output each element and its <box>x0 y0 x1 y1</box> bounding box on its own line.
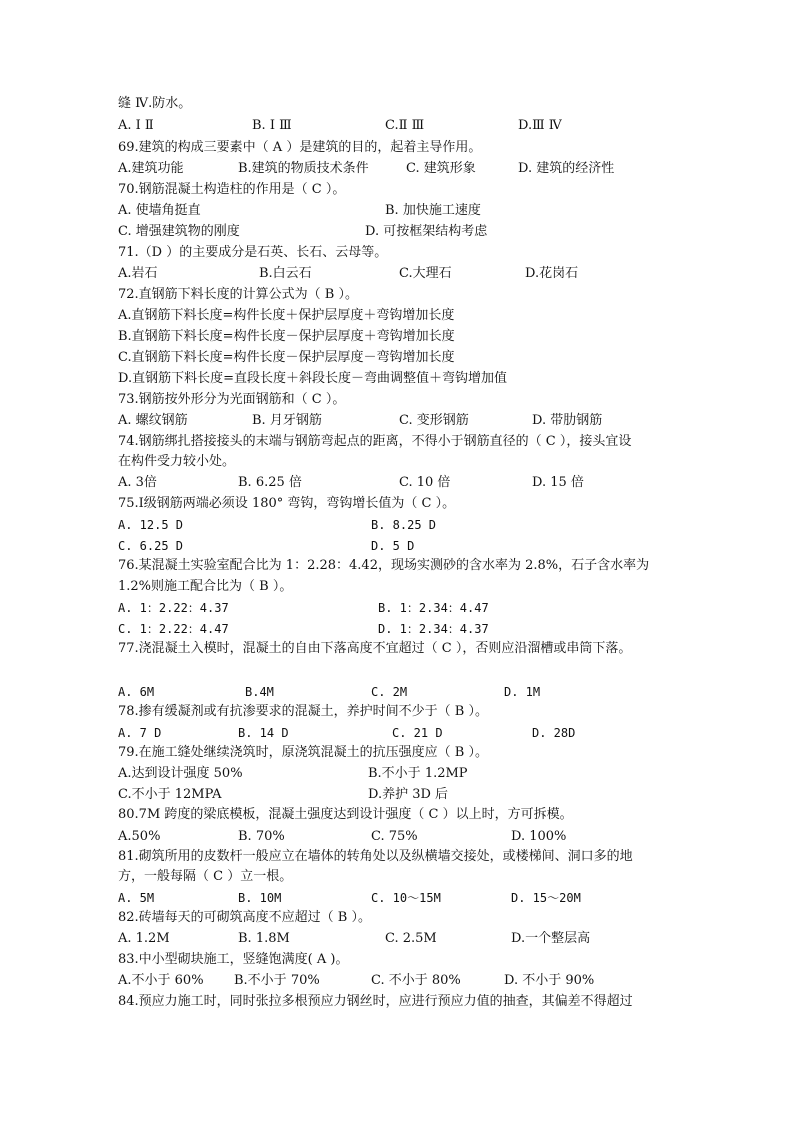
question-78: 78.掺有缓凝剂或有抗渗要求的混凝土，养护时间不少于（ B ）。 <box>118 704 488 719</box>
text-line: 1.2%则施工配合比为（ B ）。 <box>118 579 293 594</box>
option-c: C. 变形钢筋 <box>399 413 469 428</box>
option-a: A. 螺纹钢筋 <box>118 413 188 428</box>
option-d: D. 15 倍 <box>532 475 584 490</box>
option-c: C. 建筑形象 <box>406 161 476 176</box>
option-c: C. 不小于 80% <box>371 973 461 988</box>
option-b: B.4M <box>245 685 274 699</box>
option-d: D. 100% <box>511 829 567 844</box>
option-b: B.白云石 <box>259 266 312 281</box>
text-line: 在构件受力较小处。 <box>118 454 236 469</box>
option-a: A. 12.5 D <box>118 518 184 532</box>
option-d: D. 不小于 90% <box>504 973 595 988</box>
option-c: C.Ⅱ Ⅲ <box>385 118 425 133</box>
option-c: C. 21 D <box>392 726 443 740</box>
question-83: 83.中小型砌块施工，竖缝饱满度( A )。 <box>118 952 349 967</box>
option-a: A. 1：2.22：4.37 <box>118 601 229 615</box>
option-b: B. 月牙钢筋 <box>252 413 322 428</box>
option-d: D.养护 3D 后 <box>368 787 449 802</box>
option-d: D. 15～20M <box>511 891 581 905</box>
option-d: D.花岗石 <box>525 266 579 281</box>
question-72: 72.直钢筋下料长度的计算公式为（ B ）。 <box>118 287 358 302</box>
option-c: C.直钢筋下料长度=构件长度－保护层厚度－弯钩增加长度 <box>118 350 455 365</box>
option-d: D.一个整层高 <box>511 931 591 946</box>
option-d: D. 28D <box>532 726 576 740</box>
option-a: A. 使墙角挺直 <box>118 203 201 218</box>
option-b: B. 70% <box>238 829 285 844</box>
question-74: 74.钢筋绑扎搭接接头的末端与钢筋弯起点的距离，不得小于钢筋直径的（ C ），接头宜设 <box>118 434 632 449</box>
option-a: A. 6M <box>118 685 155 699</box>
question-75: 75.Ⅰ级钢筋两端必须设 180° 弯钩，弯钩增长值为（ C ）。 <box>118 496 456 511</box>
question-71: 71.（D ）的主要成分是石英、长石、云母等。 <box>118 245 388 260</box>
option-b: B. 6.25 倍 <box>238 475 302 490</box>
option-a: A. 1.2M <box>118 931 170 946</box>
option-b: B. 1：2.34：4.47 <box>378 601 489 615</box>
option-d: D. 建筑的经济性 <box>518 161 615 176</box>
question-82: 82.砖墙每天的可砌筑高度不应超过（ B ）。 <box>118 910 371 925</box>
question-81: 81.砌筑所用的皮数杆一般应立在墙体的转角处以及纵横墙交接处，或楼梯间、洞口多的地 <box>118 849 633 864</box>
option-a: A. 3倍 <box>118 475 157 490</box>
question-69: 69.建筑的构成三要素中（ A ）是建筑的目的，起着主导作用。 <box>118 140 482 155</box>
option-b: B.不小于 1.2MP <box>368 766 468 781</box>
option-c: C.大理石 <box>399 266 452 281</box>
option-d: D. 1M <box>504 685 541 699</box>
option-a: A.建筑功能 <box>118 161 184 176</box>
option-b: B. 14 D <box>238 726 289 740</box>
option-d: D. 带肋钢筋 <box>532 413 603 428</box>
option-b: B. 10M <box>238 891 282 905</box>
option-a: A.达到设计强度 50% <box>118 766 243 781</box>
option-c: C. 10 倍 <box>399 475 451 490</box>
option-b: B. Ⅰ Ⅲ <box>252 118 292 133</box>
option-c: C. 2.5M <box>385 931 437 946</box>
option-b: B.不小于 70% <box>234 973 320 988</box>
option-a: A. 7 D <box>118 726 162 740</box>
option-a: A.不小于 60% <box>118 973 204 988</box>
option-b: B. 1.8M <box>238 931 290 946</box>
option-c: C. 75% <box>371 829 418 844</box>
option-c: C. 增强建筑物的刚度 <box>118 224 240 239</box>
option-a: A. Ⅰ Ⅱ <box>118 118 154 133</box>
option-d: D. 5 D <box>371 539 415 553</box>
option-b: B.直钢筋下料长度=构件长度－保护层厚度＋弯钩增加长度 <box>118 329 455 344</box>
option-c: C. 10～15M <box>371 891 441 905</box>
option-c: C.不小于 12MPA <box>118 787 222 802</box>
question-70: 70.钢筋混凝土构造柱的作用是（ C ）。 <box>118 182 346 197</box>
option-a: A.直钢筋下料长度=构件长度＋保护层厚度＋弯钩增加长度 <box>118 308 455 323</box>
text-line: 方，一般每隔（ C ）立一根。 <box>118 869 293 884</box>
option-d: D. 1：2.34：4.37 <box>378 622 489 636</box>
question-73: 73.钢筋按外形分为光面钢筋和（ C ）。 <box>118 392 346 407</box>
question-79: 79.在施工缝处继续浇筑时，原浇筑混凝土的抗压强度应（ B ）。 <box>118 745 488 760</box>
question-80: 80.7M 跨度的梁底模板，混凝土强度达到设计强度（ C ）以上时，方可拆模。 <box>118 807 573 822</box>
text-line: 缝 Ⅳ.防水。 <box>118 96 192 111</box>
question-84: 84.预应力施工时，同时张拉多根预应力钢丝时，应进行预应力值的抽查，其偏差不得超过 <box>118 994 633 1009</box>
option-b: B.建筑的物质技术条件 <box>238 161 369 176</box>
option-d: D.直钢筋下料长度=直段长度＋斜段长度－弯曲调整值＋弯钩增加值 <box>118 371 507 386</box>
option-c: C. 6.25 D <box>118 539 184 553</box>
question-77: 77.浇混凝土入模时，混凝土的自由下落高度不宜超过（ C ），否则应沿溜槽或串筒下落。 <box>118 641 632 656</box>
option-a: A.岩石 <box>118 266 158 281</box>
option-a: A.50% <box>118 829 161 844</box>
option-c: C. 1：2.22：4.47 <box>118 622 229 636</box>
option-c: C. 2M <box>371 685 408 699</box>
option-b: B. 8.25 D <box>371 518 437 532</box>
option-d: D. 可按框架结构考虑 <box>365 224 488 239</box>
option-b: B. 加快施工速度 <box>385 203 481 218</box>
option-d: D.Ⅲ Ⅳ <box>518 118 562 133</box>
question-76: 76.某混凝土实验室配合比为 1：2.28：4.42，现场实测砂的含水率为 2.8%，石子含水率为 <box>118 558 650 573</box>
option-a: A. 5M <box>118 891 155 905</box>
